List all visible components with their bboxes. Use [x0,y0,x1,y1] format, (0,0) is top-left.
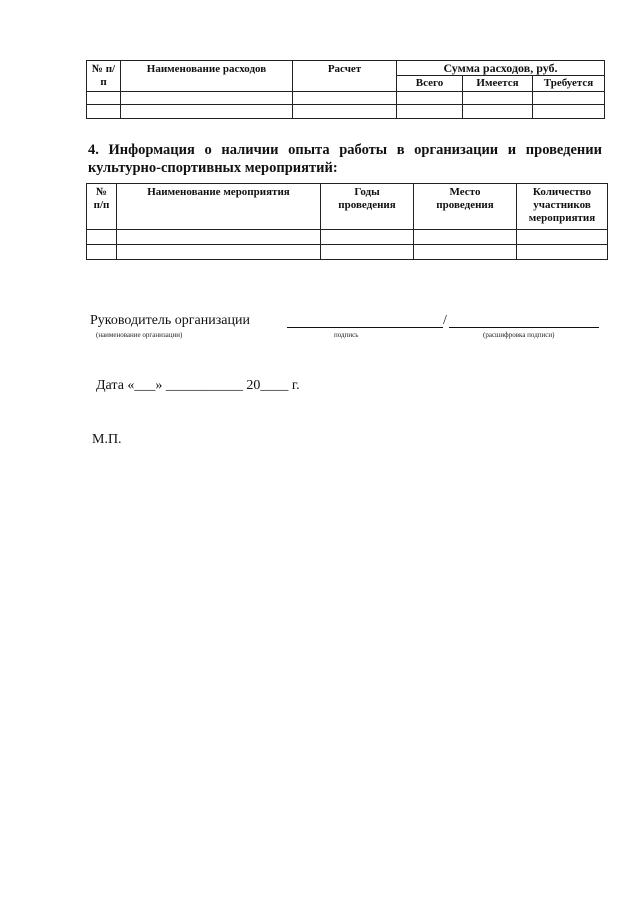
col-event-name: Наименование мероприятия [117,184,321,230]
table-cell [117,245,321,260]
table-cell [414,230,517,245]
table-cell [517,230,608,245]
signature-label: Руководитель организации [90,313,250,328]
table-cell [87,230,117,245]
signature-decode-line[interactable] [449,327,599,328]
table-cell [87,105,121,119]
signature-slash: / [443,313,447,328]
table-cell [517,245,608,260]
table-row [87,230,608,245]
col-need: Требуется [533,76,605,92]
table-cell [87,245,117,260]
date-line: Дата «___» ___________ 20____ г. [96,378,300,393]
col-calc: Расчет [293,61,397,92]
table-cell [321,245,414,260]
col-place: Место проведения [414,184,517,230]
table-cell [121,92,293,105]
table-cell [293,105,397,119]
col-participants: Количество участников мероприятия [517,184,608,230]
col-sum: Сумма расходов, руб. [397,61,605,76]
table-row [87,245,608,260]
table-row [87,92,605,105]
signature-line[interactable] [287,327,443,328]
table-cell [293,92,397,105]
col-num: № п/п [87,61,121,92]
col-total: Всего [397,76,463,92]
expenses-table [86,60,605,119]
col-expense-name: Наименование расходов [121,61,293,92]
table-cell [463,92,533,105]
table-cell [414,245,517,260]
table-cell [463,105,533,119]
stamp-place: М.П. [92,432,122,447]
table-cell [121,105,293,119]
table-cell [533,105,605,119]
hint-org-name: (наименование организации) [96,331,183,339]
table-cell [397,92,463,105]
table-cell [87,92,121,105]
col-years: Годы проведения [321,184,414,230]
events-table [86,183,608,260]
table-cell [117,230,321,245]
hint-signature: подпись [334,331,359,339]
table-cell [397,105,463,119]
table-cell [533,92,605,105]
table-row [87,105,605,119]
table-cell [321,230,414,245]
section-4-heading: 4. Информация о наличии опыта работы в организации и проведении культурно-спортивных мероприятий: [88,142,602,176]
col-have: Имеется [463,76,533,92]
hint-decode: (расшифровка подписи) [483,331,555,339]
col-num: № п/п [87,184,117,230]
